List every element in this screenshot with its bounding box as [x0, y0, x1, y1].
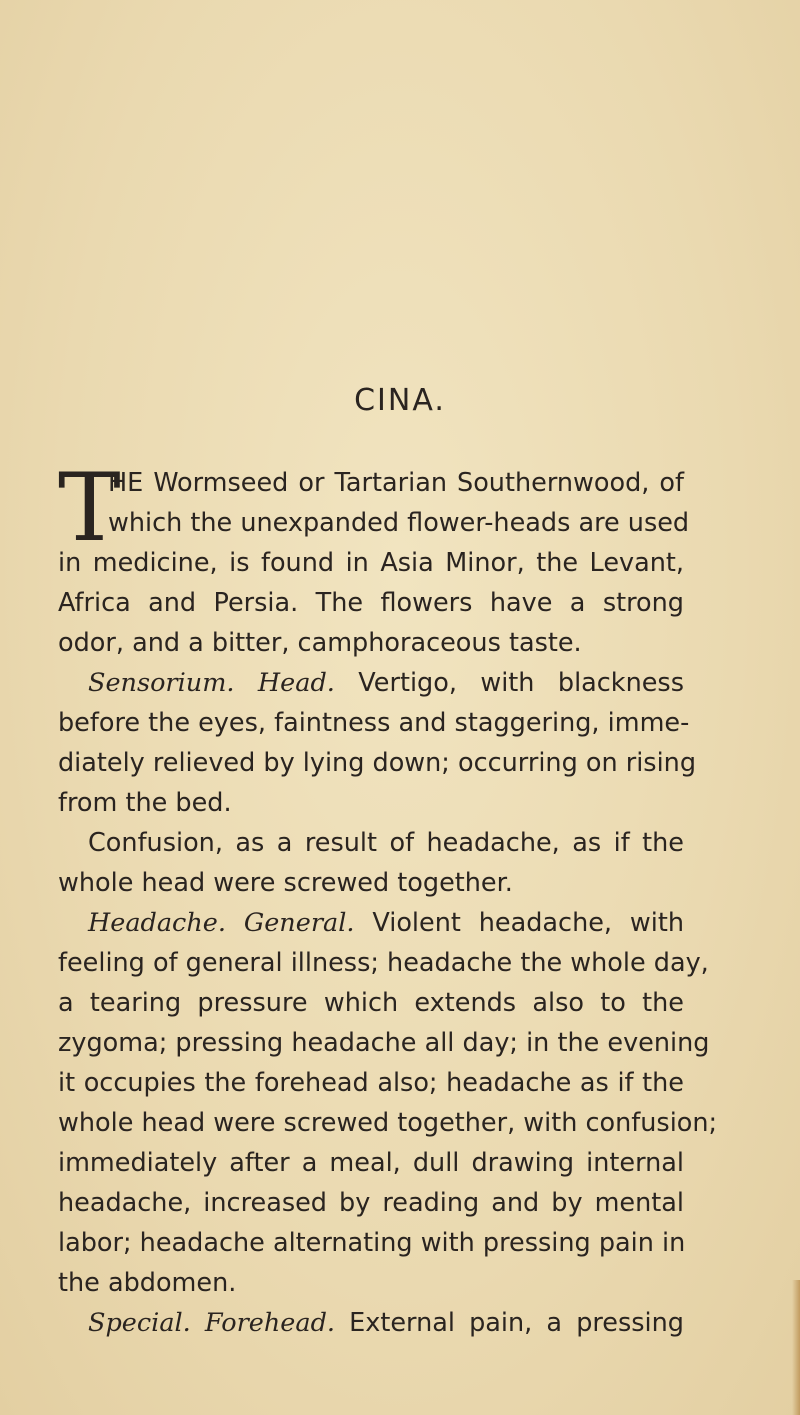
text-line: in medicine, is found in Asia Minor, the Levant,	[58, 548, 684, 578]
text-line: Sensorium. Head. Vertigo, with blackness	[88, 668, 684, 698]
text-line: odor, and a bitter, camphoraceous taste.	[58, 628, 582, 658]
text-line: feeling of general illness; headache the whole day,	[58, 948, 709, 978]
text-line: HE Wormseed or Tartarian Southernwood, of	[108, 468, 684, 498]
text-line: the abdomen.	[58, 1268, 237, 1298]
text-line: Headache. General. Violent headache, with	[88, 908, 685, 938]
text-line: which the unexpanded flower-heads are used	[108, 508, 690, 538]
text-line: from the bed.	[58, 788, 232, 818]
text-line: immediately after a meal, dull drawing internal	[58, 1148, 684, 1178]
section-heading: Headache. General.	[88, 908, 355, 938]
chapter-title: CINA.	[354, 383, 446, 418]
text-line: diately relieved by lying down; occurring on rising	[58, 748, 697, 778]
text-line: whole head were screwed together, with confusion;	[58, 1108, 718, 1138]
section-heading: Sensorium. Head.	[88, 668, 335, 698]
text-line: headache, increased by reading and by mental	[58, 1188, 684, 1218]
text-line: zygoma; pressing headache all day; in the evening	[58, 1028, 710, 1058]
text-line: whole head were screwed together.	[58, 868, 513, 898]
text-line: labor; headache alternating with pressing pain in	[58, 1228, 686, 1258]
text-line: before the eyes, faintness and staggering, imme-	[58, 708, 690, 738]
page-edge-shadow	[792, 1280, 800, 1415]
text-line: a tearing pressure which extends also to the	[58, 988, 684, 1018]
section-heading: Special. Forehead.	[88, 1308, 336, 1338]
text-line: Special. Forehead. External pain, a pressing	[88, 1308, 684, 1338]
text-line: Africa and Persia. The flowers have a strong	[58, 588, 684, 618]
text-line: Confusion, as a result of headache, as if the	[88, 828, 684, 858]
drop-cap: T	[58, 454, 121, 563]
text-line: it occupies the forehead also; headache as if the	[58, 1068, 684, 1098]
